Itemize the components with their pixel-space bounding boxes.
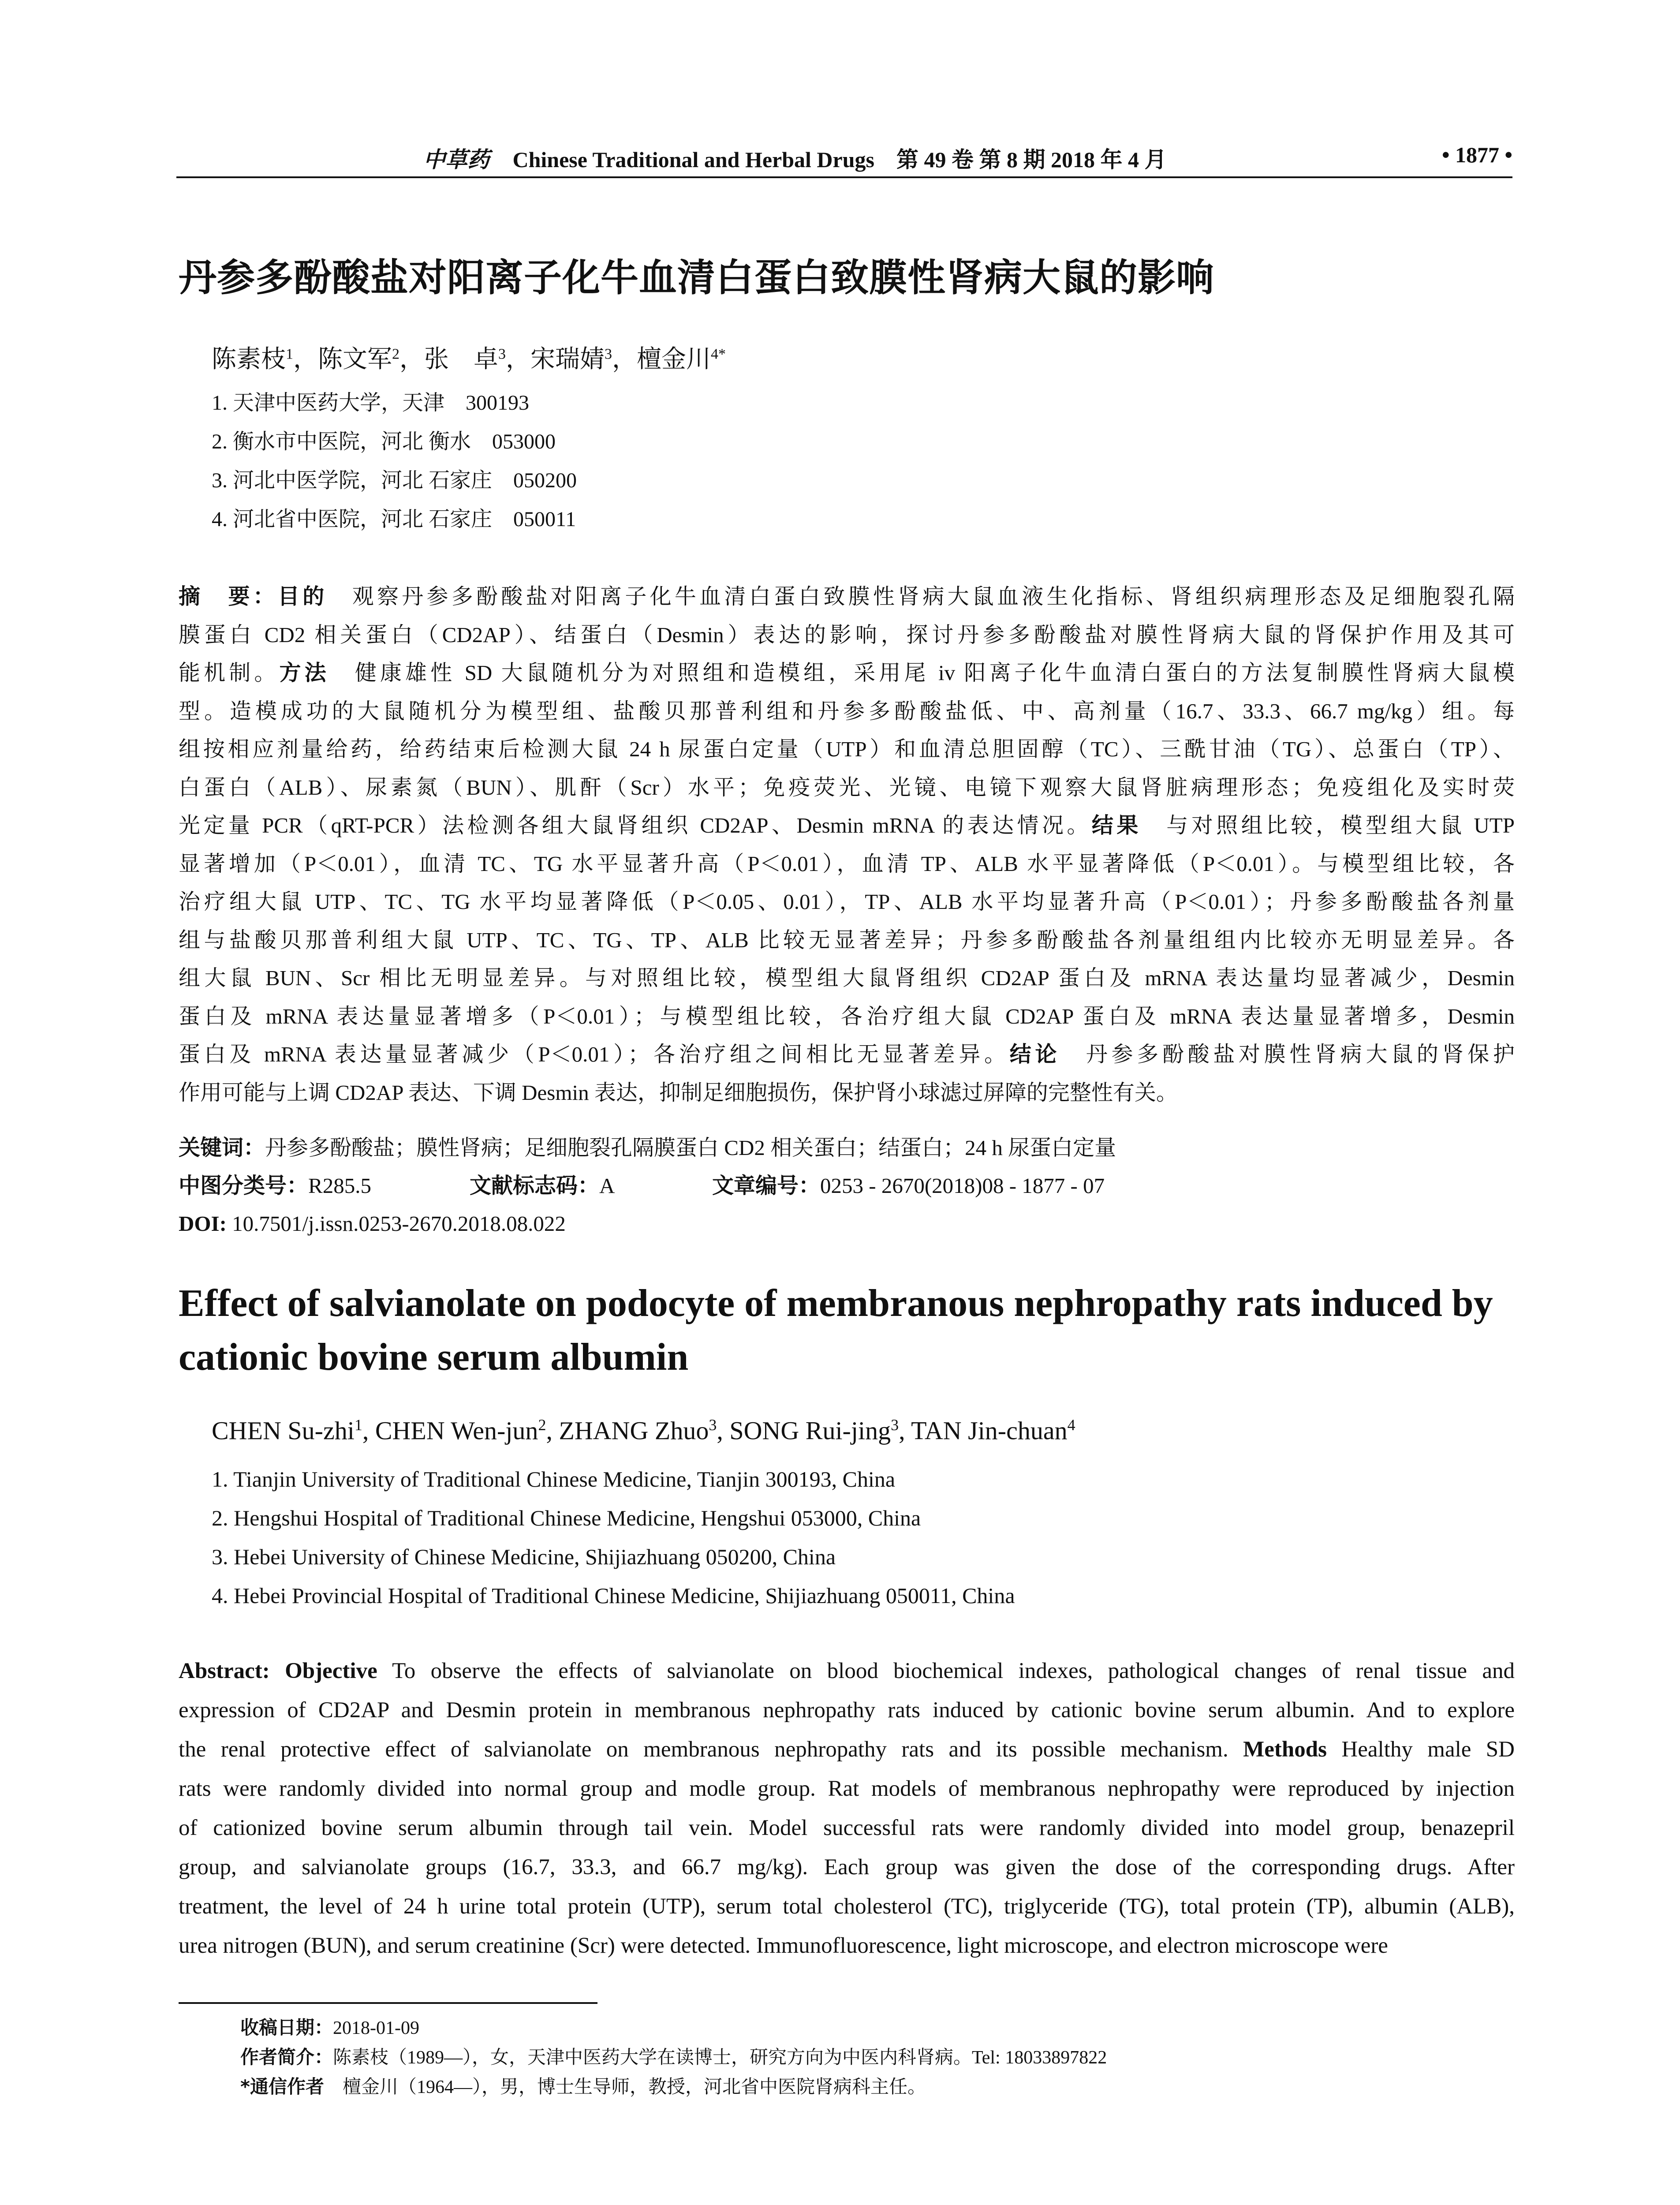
abstract-text: 能机制。 [179, 661, 280, 685]
abstract-section-label: 目的 [277, 584, 328, 609]
abstract-line [179, 1769, 1515, 1809]
english-title: Effect of salvianolate on podocyte of membranous nephropathy rats induced by cationic bovine serum albumin [179, 1282, 1493, 1379]
author-affiliation-mark: 1 [354, 1416, 362, 1434]
abstract-line [179, 1926, 1515, 1966]
abstract-line [179, 616, 1515, 654]
journal-name [423, 142, 1166, 174]
author-affiliation-mark: 3 [891, 1416, 899, 1434]
abstract-text: 与对照组比较，模型组大鼠 UTP [1141, 813, 1515, 837]
author-affiliation-mark: 3 [605, 346, 612, 363]
affiliation: 1. Tianjin University of Traditional Chinese Medicine, Tianjin 300193, China [212, 1467, 896, 1491]
abstract-text: 治疗组大鼠 UTP、TC、TG 水平均显著降低（P＜0.05、0.01），TP、ALB 水平均显著升高（P＜0.01）；丹参多酚酸盐各剂量 [179, 889, 1515, 914]
abstract-line [179, 959, 1515, 998]
abstract-text: 组按相应剂量给药，给药结束后检测大鼠 24 h 尿蛋白定量（UTP）和血清总胆固醇（TC）、三酰甘油（TG）、总蛋白（TP）、 [179, 737, 1515, 761]
abstract-section-label: Abstract: Objective [179, 1659, 377, 1683]
abstract-section-label: 结论 [1009, 1042, 1061, 1067]
footnote-text: 陈素枝（1989—），女，天津中医药大学在读博士，研究方向为中医内科肾病。Tel: 18033897822 [333, 2048, 1107, 2068]
footnote-text: 檀金川（1964—），男，博士生导师，教授，河北省中医院肾病科主任。 [324, 2077, 926, 2097]
abstract-line [179, 883, 1515, 921]
clc-value: R285.5 [308, 1174, 371, 1198]
running-header [176, 138, 1512, 179]
abstract-text: urea nitrogen (BUN), and serum creatinine (Scr) were detected. Immunofluorescence, light microscope, and electron microscope were [179, 1933, 1388, 1958]
abstract-line [179, 769, 1515, 807]
abstract-text: rats were randomly divided into normal group and modle group. Rat models of membranous nephropathy were reproduced by injection [179, 1776, 1515, 1801]
author-affiliation-mark: 3 [498, 346, 506, 363]
author-name: 陈素枝 [212, 346, 286, 373]
issue-info: 第 49 卷 第 8 期 2018 年 4 月 [896, 147, 1167, 172]
doi-label: DOI: [179, 1211, 227, 1236]
metadata-block [179, 1129, 1515, 1243]
author-name: 檀金川 [637, 346, 711, 373]
abstract-line [179, 1887, 1515, 1926]
doc-code-value: A [599, 1174, 615, 1198]
affiliation: 1. 天津中医药大学，天津 300193 [212, 391, 530, 415]
abstract-line [179, 730, 1515, 769]
abstract-line [179, 1652, 1515, 1691]
abstract-text: the renal protective effect of salvianolate on membranous nephropathy rats and its possible mechanism. [179, 1737, 1243, 1762]
author-affiliation-mark: 2 [392, 346, 399, 363]
abstract-line [179, 1074, 1515, 1112]
author-name: ZHANG Zhuo [559, 1416, 709, 1445]
article-no-value: 0253 - 2670(2018)08 - 1877 - 07 [820, 1174, 1105, 1198]
english-affiliations [212, 1460, 1015, 1615]
abstract-section-label: Methods [1243, 1737, 1327, 1762]
author-affiliation-mark: 1 [286, 346, 293, 363]
keywords-text: 丹参多酚酸盐；膜性肾病；足细胞裂孔隔膜蛋白 CD2 相关蛋白；结蛋白；24 h 尿蛋白定量 [265, 1136, 1116, 1160]
footnote-label: *通信作者 [240, 2076, 324, 2097]
footnote-author-bio [240, 2043, 1107, 2072]
keywords [179, 1129, 1515, 1167]
abstract-text: 显著增加（P＜0.01），血清 TC、TG 水平显著升高（P＜0.01），血清 TP、ALB 水平显著降低（P＜0.01）。与模型组比较，各 [179, 851, 1515, 876]
author-name: 宋瑞婧 [530, 346, 605, 373]
abstract-line [179, 845, 1515, 883]
chinese-title: 丹参多酚酸盐对阳离子化牛血清白蛋白致膜性肾病大鼠的影响 [179, 256, 1214, 300]
english-abstract [179, 1652, 1515, 1966]
author-affiliation-mark: 4 [1067, 1416, 1075, 1434]
abstract-line [179, 998, 1515, 1036]
article-no-label: 文章编号： [712, 1173, 821, 1198]
abstract-text: expression of CD2AP and Desmin protein in membranous nephropathy rats induced by cationic bovine serum albumin. And to explore [179, 1698, 1515, 1723]
abstract-line [179, 578, 1515, 616]
doi-value: 10.7501/j.issn.0253-2670.2018.08.022 [232, 1211, 566, 1236]
footnote-rule [179, 2002, 597, 2004]
affiliation: 3. Hebei University of Chinese Medicine, Shijiazhuang 050200, China [212, 1544, 836, 1569]
footnote-corresponding [240, 2072, 1107, 2102]
author-affiliation-mark: 2 [538, 1416, 546, 1434]
author-name: CHEN Su-zhi [212, 1416, 355, 1445]
affiliation: 3. 河北中医学院，河北 石家庄 050200 [212, 469, 577, 492]
author-name: CHEN Wen-jun [375, 1416, 538, 1445]
abstract-text: To observe the effects of salvianolate on blood biochemical indexes, pathological changes of renal tissue and [377, 1659, 1515, 1683]
header-rule [176, 176, 1512, 178]
english-authors: CHEN Su-zhi$^1$, CHEN Wen-jun$^2$, ZHANG Zhuo$^3$, SONG Rui-jing$^3$, TAN Jin-chuan$^4$ [212, 1416, 1075, 1445]
abstract-text: group, and salvianolate groups (16.7, 33.3, and 66.7 mg/kg). Each group was given the dose of the corresponding drugs. After [179, 1855, 1515, 1880]
abstract-text: 白蛋白（ALB）、尿素氮（BUN）、肌酐（Scr）水平；免疫荧光、光镜、电镜下观察大鼠肾脏病理形态；免疫组化及实时荧 [179, 775, 1515, 800]
abstract-text: 丹参多酚酸盐对膜性肾病大鼠的肾保护 [1060, 1042, 1515, 1066]
journal-name-en: Chinese Traditional and Herbal Drugs [512, 147, 874, 172]
abstract-text: 组大鼠 BUN、Scr 相比无明显差异。与对照组比较，模型组大鼠肾组织 CD2AP 蛋白及 mRNA 表达量均显著减少，Desmin [179, 966, 1515, 990]
abstract-text: 组与盐酸贝那普利组大鼠 UTP、TC、TG、TP、ALB 比较无显著差异；丹参多酚酸盐各剂量组组内比较亦无明显差异。各 [179, 927, 1515, 952]
chinese-abstract [179, 578, 1515, 1112]
affiliation: 4. 河北省中医院，河北 石家庄 050011 [212, 508, 576, 531]
abstract-text: 光定量 PCR（qRT-PCR）法检测各组大鼠肾组织 CD2AP、Desmin mRNA 的表达情况。 [179, 813, 1092, 837]
doc-code-label: 文献标志码： [470, 1173, 600, 1198]
abstract-text: 型。造模成功的大鼠随机分为模型组、盐酸贝那普利组和丹参多酚酸盐低、中、高剂量（16.7、33.3、66.7 mg/kg）组。每 [179, 699, 1515, 723]
abstract-text: of cationized bovine serum albumin through tail vein. Model successful rats were randomly divided into model group, benazepril [179, 1816, 1515, 1840]
abstract-text: 蛋白及 mRNA 表达量显著减少（P＜0.01）；各治疗组之间相比无显著差异。 [179, 1042, 1010, 1066]
author-affiliation-mark: 4* [711, 346, 726, 363]
chinese-authors: 陈素枝$^1$，陈文军$^2$，张 卓$^3$，宋瑞婧$^3$，檀金川$^{4*}$ [212, 346, 726, 373]
author-name: TAN Jin-chuan [911, 1416, 1068, 1445]
classification-line [179, 1167, 1515, 1205]
journal-name-cn: 中草药 [423, 147, 489, 172]
abstract-text: 蛋白及 mRNA 表达量显著增多（P＜0.01）；与模型组比较，各治疗组大鼠 CD2AP 蛋白及 mRNA 表达量显著增多，Desmin [179, 1004, 1515, 1028]
abstract-line [179, 807, 1515, 845]
footnote-label: 作者简介： [240, 2046, 333, 2068]
affiliation: 2. 衡水市中医院，河北 衡水 053000 [212, 430, 556, 453]
abstract-section-label: 摘 要： [179, 584, 278, 609]
chinese-affiliations [212, 384, 577, 539]
abstract-text: 观察丹参多酚酸盐对阳离子化牛血清白蛋白致膜性肾病大鼠血液生化指标、肾组织病理形态及足细胞裂孔隔 [327, 584, 1515, 609]
abstract-section-label: 结果 [1091, 813, 1142, 838]
abstract-line [179, 1691, 1515, 1730]
affiliation: 4. Hebei Provincial Hospital of Traditional Chinese Medicine, Shijiazhuang 050011, China [212, 1583, 1015, 1608]
abstract-line [179, 692, 1515, 731]
abstract-text: 膜蛋白 CD2 相关蛋白（CD2AP）、结蛋白（Desmin）表达的影响，探讨丹参多酚酸盐对膜性肾病大鼠的肾保护作用及其可 [179, 622, 1515, 647]
abstract-line [179, 654, 1515, 692]
footnotes [240, 2013, 1107, 2102]
abstract-line [179, 1035, 1515, 1074]
abstract-text: 健康雄性 SD 大鼠随机分为对照组和造模组，采用尾 iv 阳离子化牛血清白蛋白的方法复制膜性肾病大鼠模 [329, 661, 1515, 685]
abstract-line [179, 1809, 1515, 1848]
abstract-text: 作用可能与上调 CD2AP 表达、下调 Desmin 表达，抑制足细胞损伤，保护肾小球滤过屏障的完整性有关。 [179, 1080, 1178, 1105]
clc-label: 中图分类号： [179, 1173, 309, 1198]
abstract-line [179, 921, 1515, 960]
author-name: SONG Rui-jing [729, 1416, 891, 1445]
author-affiliation-mark: 3 [709, 1416, 717, 1434]
abstract-line [179, 1848, 1515, 1887]
affiliation: 2. Hengshui Hospital of Traditional Chinese Medicine, Hengshui 053000, China [212, 1506, 921, 1530]
keywords-label: 关键词： [179, 1135, 265, 1160]
footnote-label: 收稿日期： [240, 2017, 333, 2038]
abstract-section-label: 方法 [279, 660, 330, 685]
author-name: 张 卓 [424, 346, 498, 373]
abstract-text: Healthy male SD [1327, 1737, 1515, 1762]
author-name: 陈文军 [318, 346, 392, 373]
page-number: • 1877 • [1441, 142, 1512, 167]
footnote-received [240, 2013, 1107, 2043]
abstract-line [179, 1730, 1515, 1769]
abstract-text: treatment, the level of 24 h urine total protein (UTP), serum total cholesterol (TC), triglyceride (TG), total protein (TP), albumin (ALB), [179, 1894, 1515, 1919]
doi-line [179, 1205, 1515, 1243]
footnote-text: 2018-01-09 [333, 2018, 419, 2038]
